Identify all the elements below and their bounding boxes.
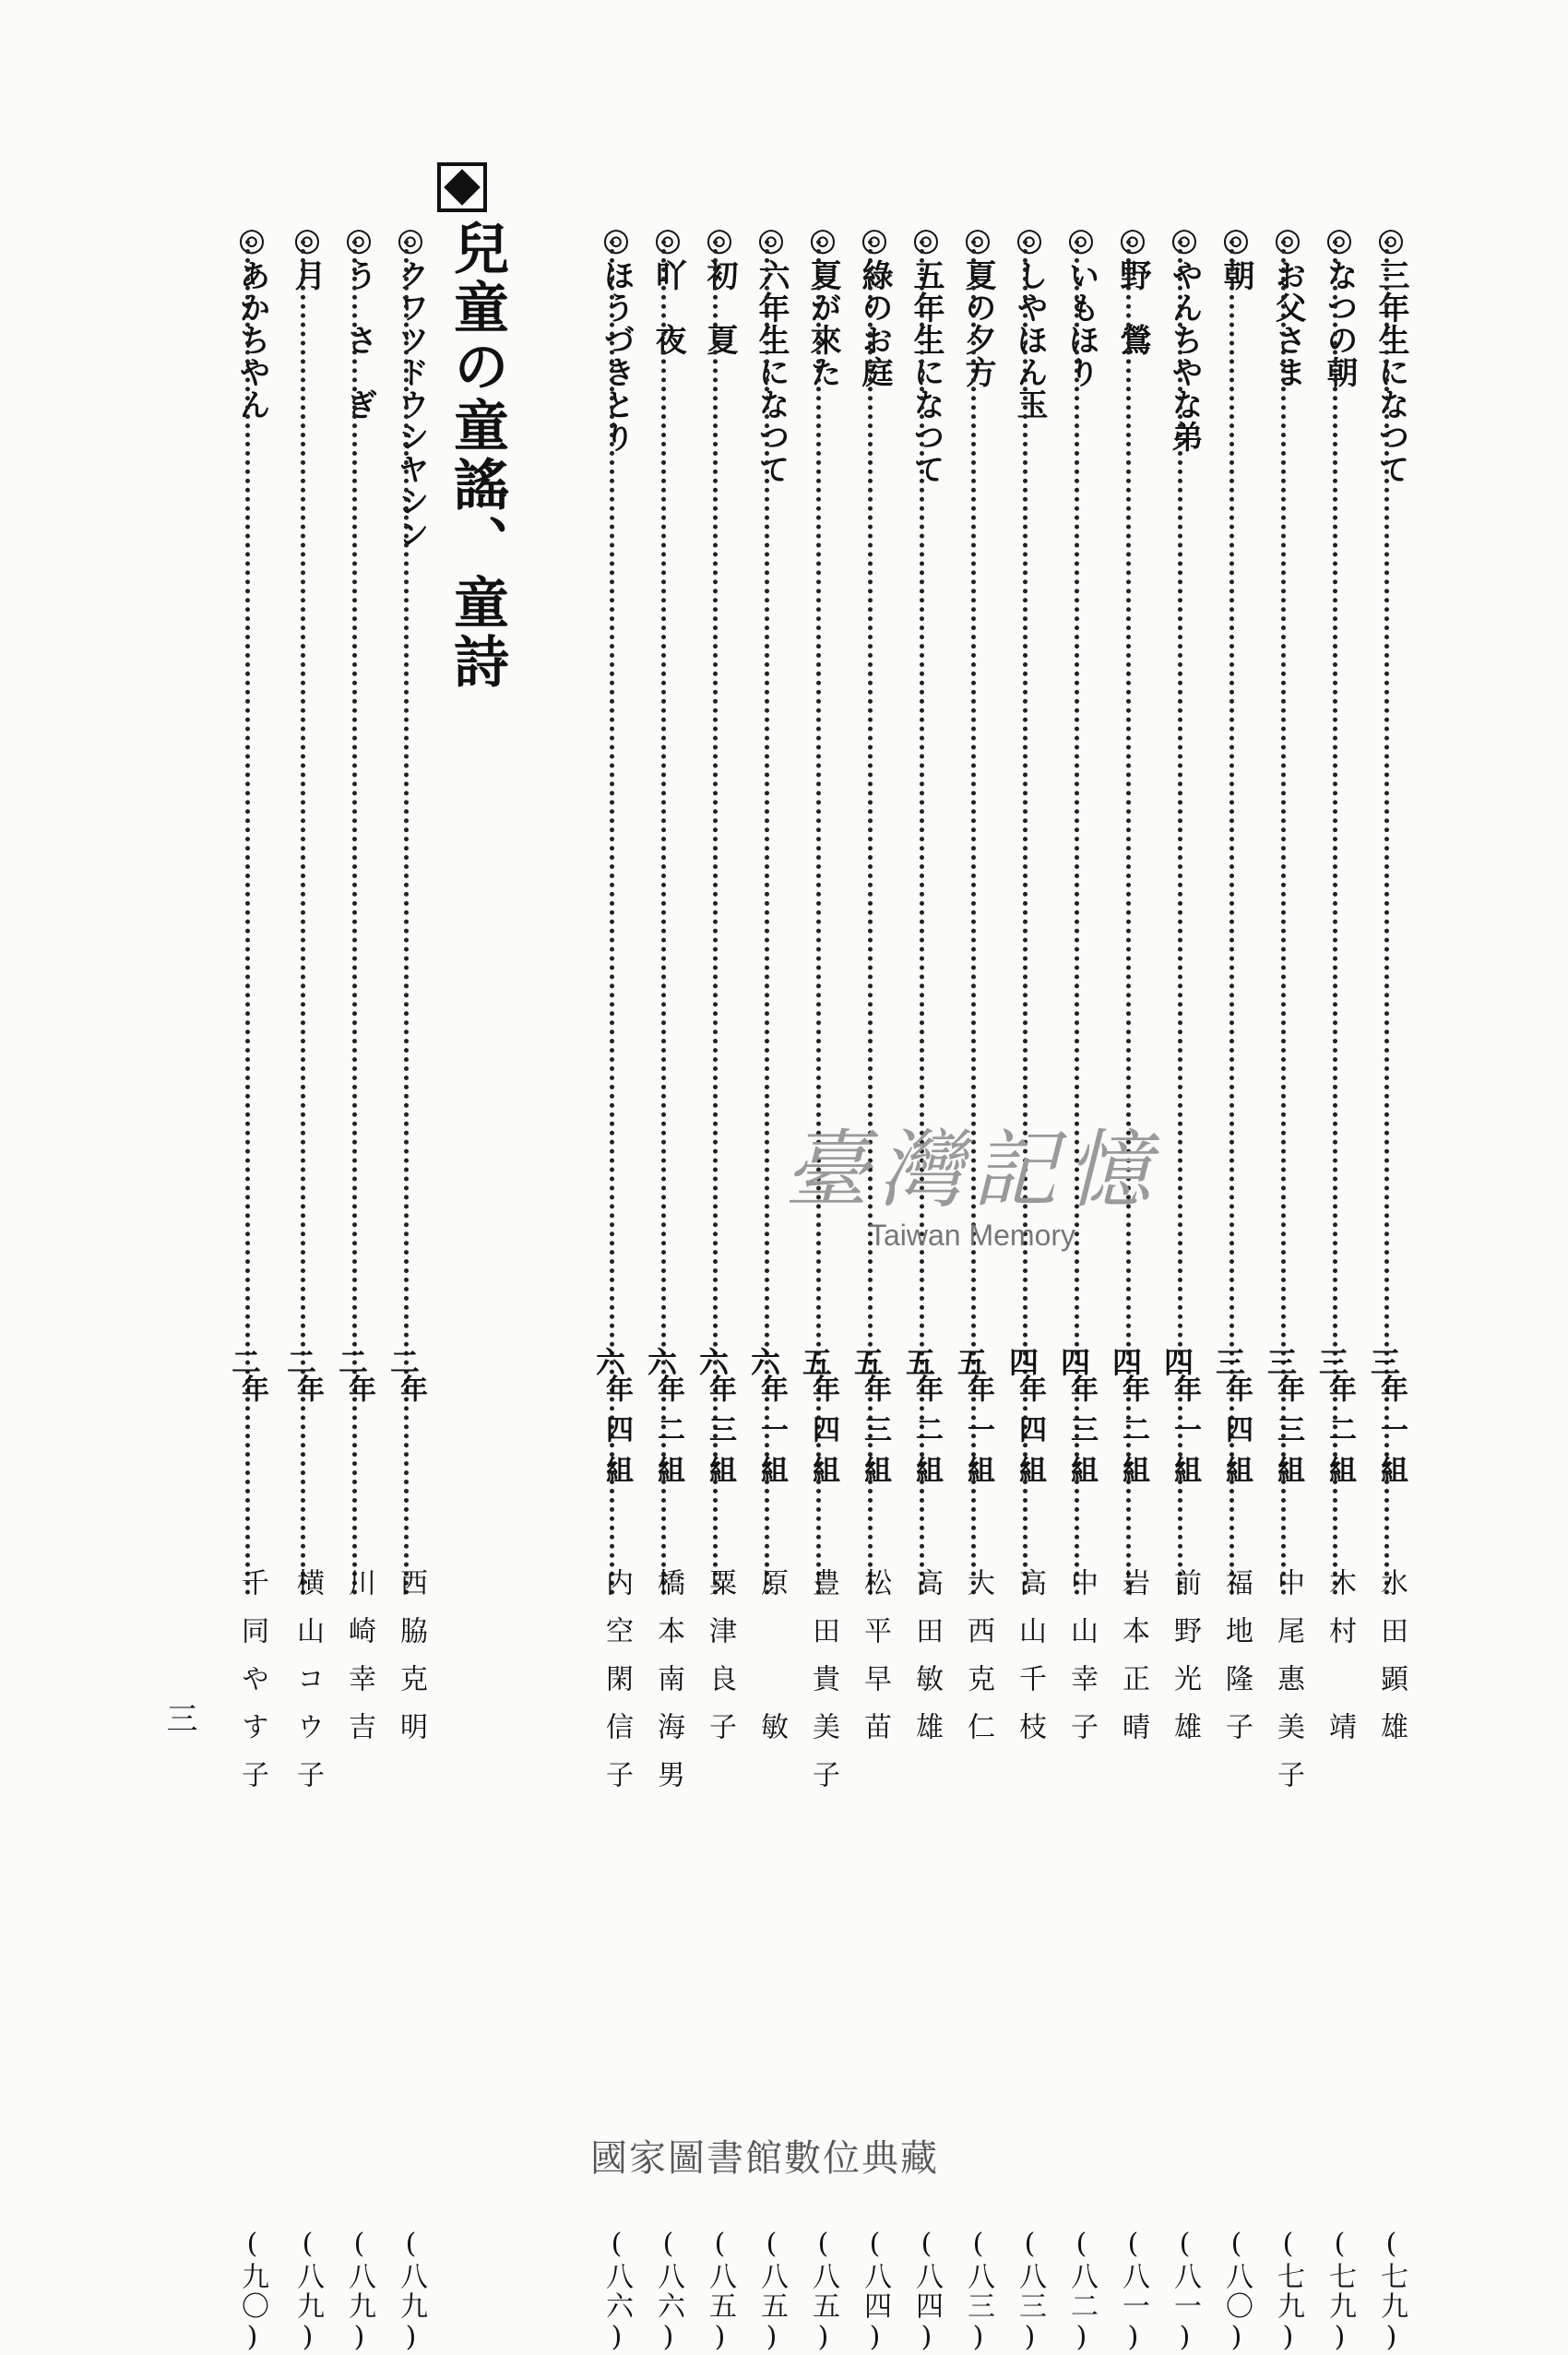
entry-grade: 二	[282, 1347, 317, 1376]
entry-page-ref: (八五)	[755, 2228, 788, 2355]
entry-page-ref: (八四)	[859, 2228, 891, 2355]
entry-title: ◎ほうづきとり	[598, 221, 635, 453]
entry-author: 千同やす子	[236, 1568, 268, 1808]
entry-grade: 五	[901, 1347, 936, 1376]
entry-page-ref: (八六)	[652, 2228, 684, 2355]
entry-title: ◎月	[289, 221, 326, 291]
watermark-english: Taiwan Memory	[868, 1219, 1076, 1252]
entry-title: ◎お父さま	[1269, 221, 1306, 388]
entry-page-ref: (八六)	[600, 2228, 633, 2355]
entry-grade: 三	[1211, 1347, 1246, 1376]
entry-grade: 四	[1004, 1347, 1039, 1376]
entry-title: ◎野 鶯	[1114, 221, 1151, 356]
entry-class: 年一組	[1169, 1374, 1201, 1496]
entry-title: ◎五年生になつて	[908, 221, 944, 485]
entry-page-ref: (八三)	[962, 2228, 994, 2355]
entry-author: 原 敏	[755, 1568, 788, 1760]
entry-author: 木村 靖	[1324, 1568, 1356, 1760]
toc-entry	[279, 221, 327, 2355]
entry-grade: 三	[1263, 1347, 1298, 1376]
entry-grade: 四	[1159, 1347, 1194, 1376]
entry-page-ref: (八三)	[1014, 2228, 1046, 2355]
toc-entry	[1053, 221, 1101, 2355]
entry-title: ◎やんちやな弟	[1166, 221, 1203, 453]
toc-entry	[1002, 221, 1050, 2355]
entry-page-ref: (八九)	[343, 2228, 375, 2355]
entry-title: ◎あかちやん	[233, 221, 270, 421]
entry-author: 前野光雄	[1169, 1568, 1201, 1760]
entry-class: 年三組	[859, 1374, 891, 1496]
entry-grade: 四	[1056, 1347, 1091, 1376]
entry-class: 年	[236, 1374, 268, 1415]
entry-page-ref: (八九)	[395, 2228, 427, 2355]
entry-page-ref: (八一)	[1117, 2228, 1149, 2355]
entry-author: 西脇克明	[395, 1568, 427, 1760]
page-number: 三	[160, 1702, 197, 1733]
toc-entry	[1312, 221, 1360, 2355]
section-heading	[437, 162, 511, 692]
toc-entry	[1105, 221, 1153, 2355]
toc-entry	[898, 221, 946, 2355]
entry-grade: 二	[334, 1347, 369, 1376]
entry-author: 高田敏雄	[910, 1568, 943, 1760]
entry-page-ref: (八二)	[1065, 2228, 1098, 2355]
toc-entry	[588, 221, 636, 2355]
toc-entry	[1363, 221, 1411, 2355]
entry-author: 高山千枝	[1014, 1568, 1046, 1760]
entry-page-ref: (九〇)	[236, 2228, 268, 2355]
entry-grade: 六	[746, 1347, 781, 1376]
entry-title: ◎夏の夕方	[959, 221, 996, 388]
entry-page-ref: (八四)	[910, 2228, 943, 2355]
entry-class: 年四組	[807, 1374, 839, 1496]
entry-grade: 四	[1108, 1347, 1143, 1376]
entry-page-ref: (八五)	[807, 2228, 839, 2355]
watermark	[784, 1102, 1160, 1253]
entry-author: 横山コウ子	[291, 1568, 324, 1808]
entry-class: 年	[395, 1374, 427, 1415]
entry-page-ref: (八〇)	[1220, 2228, 1253, 2355]
entry-author: 中尾惠美子	[1272, 1568, 1304, 1808]
entry-page-ref: (八九)	[291, 2228, 324, 2355]
entry-author: 橋本南海男	[652, 1568, 684, 1808]
entry-title: ◎なつの朝	[1321, 221, 1358, 388]
entry-grade: 六	[643, 1347, 678, 1376]
toc-entry	[224, 221, 272, 2355]
entry-title: ◎クワツドウシヤシン	[392, 221, 429, 550]
entry-grade: 二	[386, 1347, 421, 1376]
entry-grade: 五	[849, 1347, 885, 1376]
entry-grade: 三	[1366, 1347, 1401, 1376]
entry-class: 年一組	[962, 1374, 994, 1496]
entry-author: 松平早苗	[859, 1568, 891, 1760]
entry-class: 年三組	[704, 1374, 736, 1496]
entry-author: 内空閑信子	[600, 1568, 633, 1808]
entry-author: 岩本正晴	[1117, 1568, 1149, 1760]
entry-title: ◎三年生になつて	[1372, 221, 1409, 485]
entry-title: ◎いもほり	[1063, 221, 1099, 388]
entry-class: 年二組	[1324, 1374, 1356, 1496]
entry-title: ◎う さ ぎ	[340, 221, 377, 421]
toc-entry	[795, 221, 843, 2355]
entry-class: 年二組	[910, 1374, 943, 1496]
entry-page-ref: (八一)	[1169, 2228, 1201, 2355]
toc-entry	[847, 221, 895, 2355]
entry-title: ◎吖 夜	[649, 221, 686, 356]
toc-entry	[692, 221, 740, 2355]
entry-grade: 六	[695, 1347, 730, 1376]
entry-class: 年二組	[1117, 1374, 1149, 1496]
entry-author: 福地隆子	[1220, 1568, 1253, 1760]
entry-class: 年三組	[1272, 1374, 1304, 1496]
entry-author: 水田顕雄	[1375, 1568, 1408, 1760]
entry-page-ref: (七九)	[1324, 2228, 1356, 2355]
toc-entry	[1260, 221, 1308, 2355]
entry-author: 豊田貴美子	[807, 1568, 839, 1808]
toc-entry	[743, 221, 791, 2355]
entry-author: 大西克仁	[962, 1568, 994, 1760]
entry-author: 粟津良子	[704, 1568, 736, 1760]
entry-grade: 二	[227, 1347, 262, 1376]
section-heading-text: 兒童の童謠、童詩	[445, 220, 509, 692]
toc-entry	[1208, 221, 1256, 2355]
entry-author: 中山幸子	[1065, 1568, 1098, 1760]
entry-class: 年四組	[1014, 1374, 1046, 1496]
entry-title: ◎朝	[1218, 221, 1254, 291]
library-footer: 國家圖書館數位典藏	[590, 2137, 939, 2180]
entry-class: 年四組	[600, 1374, 633, 1496]
entry-page-ref: (七九)	[1375, 2228, 1408, 2355]
entry-title: ◎夏が來た	[804, 221, 841, 388]
entry-page-ref: (八五)	[704, 2228, 736, 2355]
toc-entry	[640, 221, 688, 2355]
entry-grade: 三	[1314, 1347, 1349, 1376]
entry-class: 年	[291, 1374, 324, 1415]
entry-title: ◎初 夏	[701, 221, 738, 356]
entry-title: ◎六年生になつて	[753, 221, 790, 485]
entry-class: 年四組	[1220, 1374, 1253, 1496]
toc-entry	[331, 221, 379, 2355]
entry-grade: 五	[953, 1347, 988, 1376]
watermark-chinese: 臺灣記憶	[784, 1121, 1161, 1219]
entry-author: 川崎幸吉	[343, 1568, 375, 1760]
entry-class: 年一組	[755, 1374, 788, 1496]
toc-entry	[950, 221, 998, 2355]
entry-class: 年三組	[1065, 1374, 1098, 1496]
entry-title: ◎綠のお庭	[856, 221, 893, 388]
entry-page-ref: (七九)	[1272, 2228, 1304, 2355]
entry-class: 年二組	[652, 1374, 684, 1496]
entry-class: 年一組	[1375, 1374, 1408, 1496]
toc-entry	[1157, 221, 1205, 2355]
entry-title: ◎しやほん玉	[1011, 221, 1048, 421]
diamond-box-icon	[437, 162, 487, 212]
entry-class: 年	[343, 1374, 375, 1415]
toc-entry	[383, 221, 431, 2355]
entry-grade: 六	[591, 1347, 626, 1376]
entry-grade: 五	[798, 1347, 833, 1376]
